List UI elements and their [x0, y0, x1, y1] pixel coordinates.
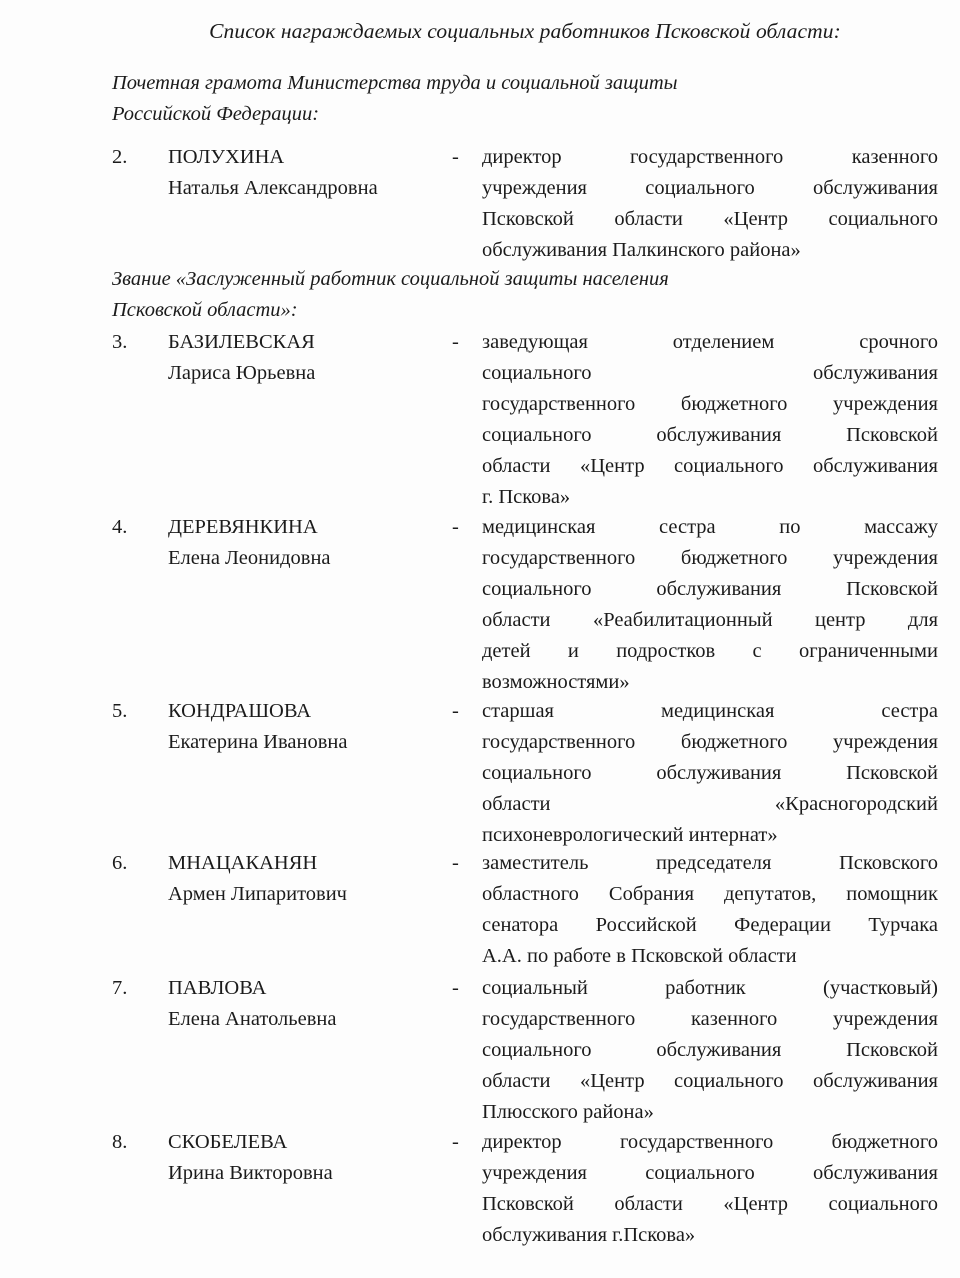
entry-number: 5.	[112, 700, 128, 722]
entry-given-patronymic: Лариса Юрьевна	[168, 362, 316, 384]
entry-description	[482, 142, 938, 266]
entry-dash: -	[452, 1131, 459, 1153]
entry-description-line: социального обслуживания	[482, 362, 938, 384]
section-heading-1	[112, 68, 832, 129]
entry-description-line: области «Центр социального обслуживания	[482, 1070, 938, 1092]
entry-description-line: директор государственного казенного	[482, 146, 938, 168]
entry-dash: -	[452, 516, 459, 538]
entry-description-line: А.А. по работе в Псковской области	[482, 945, 797, 967]
entry-description-line: социальный работник (участковый)	[482, 977, 938, 999]
entry-surname: МНАЦАКАНЯН	[168, 852, 318, 874]
entry-description-line: возможностями»	[482, 671, 630, 693]
entry-description-line: области «Центр социального обслуживания	[482, 455, 938, 477]
entry-person-name	[168, 142, 438, 204]
entry-number: 8.	[112, 1131, 128, 1153]
entry-person-name	[168, 848, 438, 910]
entry-description-line: старшая медицинская сестра	[482, 700, 938, 722]
entry-description	[482, 973, 938, 1128]
section-heading-2-line2: Псковской области»:	[112, 298, 298, 321]
entry-description	[482, 696, 938, 851]
entry-description-line: психоневрологический интернат»	[482, 824, 778, 846]
entry-number: 6.	[112, 852, 128, 874]
section-heading-2-line1: Звание «Заслуженный работник социальной защиты населения	[112, 268, 669, 290]
entry-given-patronymic: Екатерина Ивановна	[168, 731, 348, 753]
entry-description-line: заместитель председателя Псковского	[482, 852, 938, 874]
entry-surname: СКОБЕЛЕВА	[168, 1131, 288, 1153]
entry-description-line: медицинская сестра по массажу	[482, 516, 938, 538]
entry-surname: ПОЛУХИНА	[168, 146, 285, 168]
entry-description-line: г. Пскова»	[482, 486, 571, 508]
entry-surname: БАЗИЛЕВСКАЯ	[168, 331, 315, 353]
entry-description-line: государственного бюджетного учреждения	[482, 547, 938, 569]
entry-description	[482, 1127, 938, 1251]
entry-description-line: учреждения социального обслуживания	[482, 1162, 938, 1184]
entry-description-line: области «Реабилитационный центр для	[482, 609, 938, 631]
entry-person-name	[168, 327, 438, 389]
entry-dash: -	[452, 852, 459, 874]
section-heading-1-line2: Российской Федерации:	[112, 102, 320, 125]
entry-given-patronymic: Армен Липаритович	[168, 883, 347, 905]
entry-description	[482, 327, 938, 513]
entry-description-line: директор государственного бюджетного	[482, 1131, 938, 1153]
entry-description-line: заведующая отделением срочного	[482, 331, 938, 353]
entry-dash: -	[452, 331, 459, 353]
entry-description-line: обслуживания г.Пскова»	[482, 1224, 696, 1246]
entry-description-line: Плюсского района»	[482, 1101, 654, 1123]
entry-description-line: областного Собрания депутатов, помощник	[482, 883, 938, 905]
entry-person-name	[168, 696, 438, 758]
entry-description-line: Псковской области «Центр социального	[482, 1193, 938, 1215]
entry-number: 3.	[112, 331, 128, 353]
entry-given-patronymic: Наталья Александровна	[168, 177, 378, 199]
entry-surname: КОНДРАШОВА	[168, 700, 312, 722]
entry-description-line: государственного казенного учреждения	[482, 1008, 938, 1030]
entry-description-line: Псковской области «Центр социального	[482, 208, 938, 230]
entry-given-patronymic: Елена Анатольевна	[168, 1008, 337, 1030]
entry-dash: -	[452, 700, 459, 722]
entry-number: 7.	[112, 977, 128, 999]
entry-person-name	[168, 973, 438, 1035]
entry-description-line: социального обслуживания Псковской	[482, 762, 938, 784]
entry-person-name	[168, 1127, 438, 1189]
entry-dash: -	[452, 977, 459, 999]
entry-description	[482, 512, 938, 698]
entry-description-line: учреждения социального обслуживания	[482, 177, 938, 199]
section-heading-1-line1: Почетная грамота Министерства труда и социальной защиты	[112, 72, 678, 94]
page-title: Список награждаемых социальных работников Псковской области:	[209, 19, 841, 43]
entry-description	[482, 848, 938, 972]
entry-number: 4.	[112, 516, 128, 538]
entry-description-line: обслуживания Палкинского района»	[482, 239, 801, 261]
entry-description-line: социального обслуживания Псковской	[482, 424, 938, 446]
entry-surname: ДЕРЕВЯНКИНА	[168, 516, 318, 538]
entry-description-line: государственного бюджетного учреждения	[482, 393, 938, 415]
entry-description-line: сенатора Российской Федерации Турчака	[482, 914, 938, 936]
entry-description-line: государственного бюджетного учреждения	[482, 731, 938, 753]
entry-description-line: детей и подростков с ограниченными	[482, 640, 938, 662]
entry-description-line: области «Красногородский	[482, 793, 938, 815]
entry-person-name	[168, 512, 438, 574]
entry-given-patronymic: Елена Леонидовна	[168, 547, 331, 569]
entry-description-line: социального обслуживания Псковской	[482, 1039, 938, 1061]
entry-given-patronymic: Ирина Викторовна	[168, 1162, 333, 1184]
entry-dash: -	[452, 146, 459, 168]
entry-description-line: социального обслуживания Псковской	[482, 578, 938, 600]
section-heading-2	[112, 264, 832, 325]
entry-number: 2.	[112, 146, 128, 168]
entry-surname: ПАВЛОВА	[168, 977, 267, 999]
